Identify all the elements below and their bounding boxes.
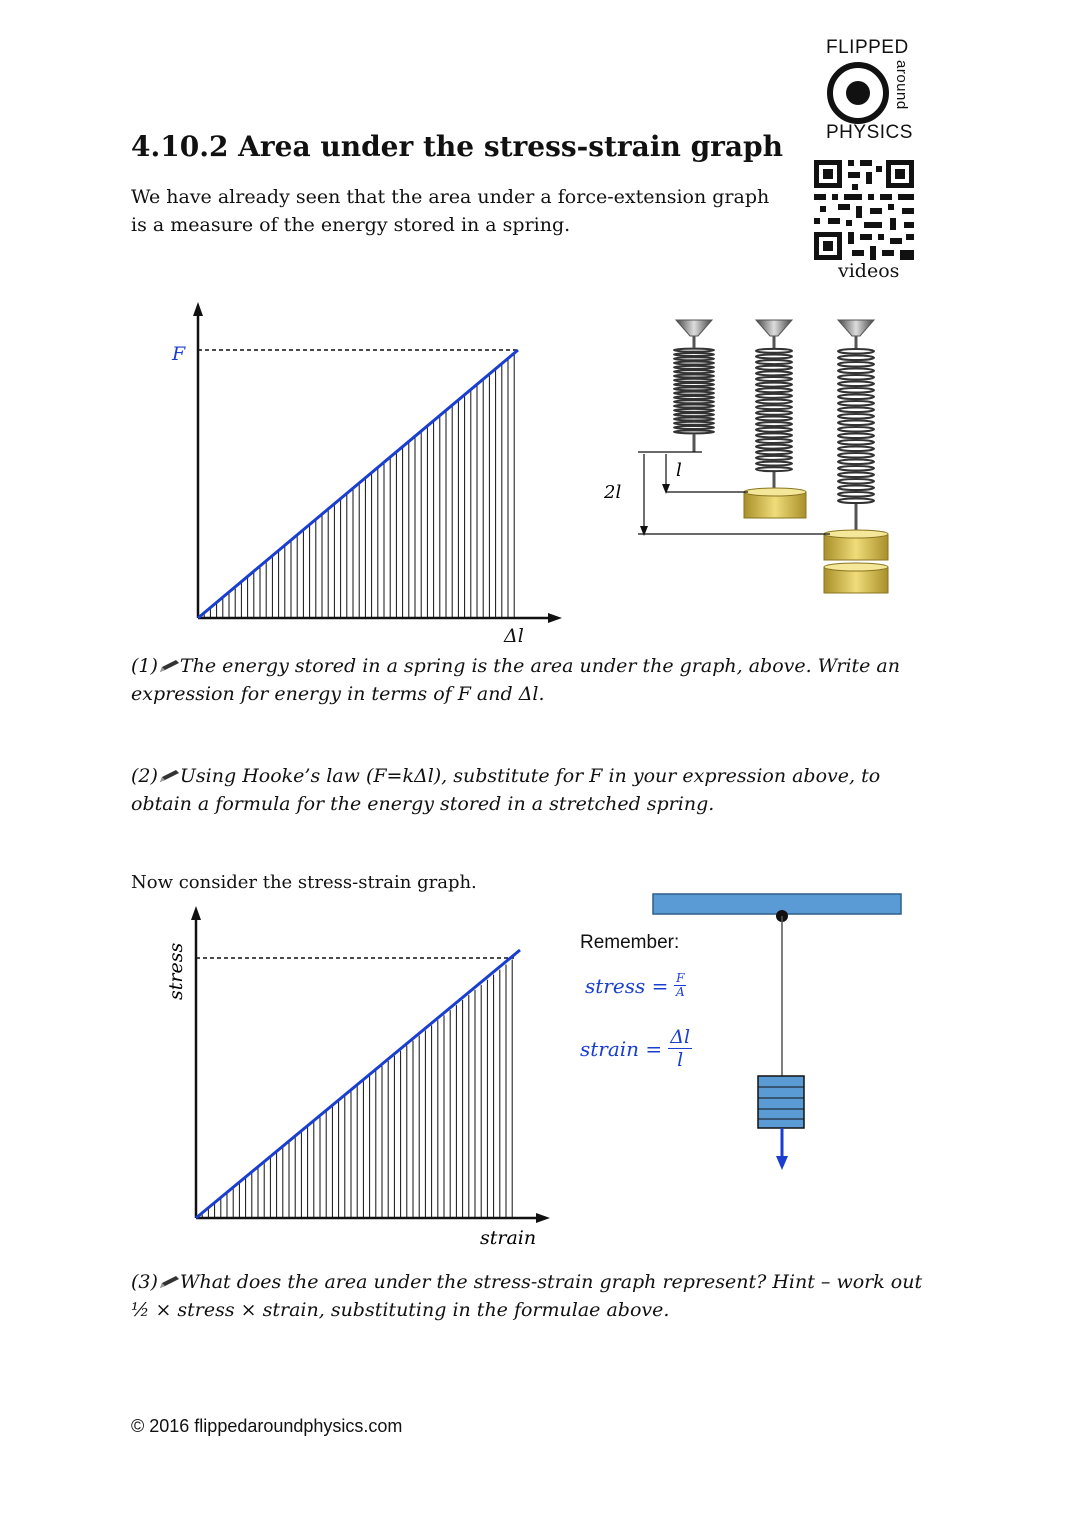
- spring-coil: [674, 405, 714, 408]
- spring-coil: [674, 379, 714, 382]
- spring-coil: [838, 355, 874, 360]
- spring-coil: [756, 371, 792, 375]
- pencil-icon: [158, 659, 180, 673]
- spring-label-2l: 2l: [604, 482, 622, 503]
- spring-coil: [756, 405, 792, 409]
- stress-formula-denominator: A: [676, 985, 685, 999]
- spring2-hook-icon: [756, 320, 792, 336]
- spring-coil: [674, 426, 714, 429]
- intro-paragraph: We have already seen that the area under a force-extension graph is a measure of the energy stored in a spring.: [131, 186, 770, 236]
- spring-coil: [838, 407, 874, 412]
- spring-coil: [838, 440, 874, 445]
- spring-coil: [674, 387, 714, 390]
- question-3-text-a: What does the area under the stress-strain graph represent? Hint – work out: [179, 1271, 923, 1293]
- spring-coil: [756, 450, 792, 454]
- question-2: [131, 762, 931, 818]
- qr-code-icon[interactable]: [812, 158, 916, 262]
- spring-coil: [756, 383, 792, 387]
- spring-coil: [838, 453, 874, 458]
- spring-coil: [674, 366, 714, 369]
- spring-coil: [838, 498, 874, 503]
- spring-coil: [674, 383, 714, 386]
- stress-formula-numerator: F: [676, 971, 685, 985]
- graph2-line: [196, 950, 520, 1218]
- pencil-icon: [158, 1275, 180, 1289]
- spring-coil: [756, 422, 792, 426]
- graph1-line: [198, 350, 518, 618]
- spring-coil: [756, 394, 792, 398]
- graph2-y-axis-arrow-icon: [191, 906, 201, 920]
- graph1-x-axis-arrow-icon: [548, 613, 562, 623]
- spring-coil: [674, 370, 714, 373]
- question-2-text: Using Hooke’s law (F=kΔl), substitute for F in your expression above, to obtain a formula for the energy stored in a stretched spring.: [131, 765, 881, 815]
- logo-bottom-text: PHYSICS: [826, 122, 913, 143]
- spring-coil: [674, 422, 714, 425]
- graph1-x-label: Δl: [504, 625, 524, 647]
- spring-coil: [756, 388, 792, 392]
- logo-side-text: around: [893, 60, 910, 110]
- pencil-icon: [158, 769, 180, 783]
- spring-coil: [674, 349, 714, 352]
- question-2-number: (2): [131, 765, 158, 787]
- spring-coil: [756, 377, 792, 381]
- spring-coil: [674, 396, 714, 399]
- spring1-hook-icon: [676, 320, 712, 336]
- spring-coil: [756, 433, 792, 437]
- strain-formula-lhs: strain =: [580, 1036, 663, 1061]
- question-1: [131, 652, 931, 708]
- spring-coil: [756, 456, 792, 460]
- spring3-hook-icon: [838, 320, 874, 336]
- spring-coil: [838, 414, 874, 419]
- spring-coil: [838, 472, 874, 477]
- stress-strain-graph: [158, 900, 558, 1250]
- strain-formula-numerator: Δl: [670, 1026, 691, 1048]
- spring-coil: [838, 446, 874, 451]
- footer-copyright: © 2016 flippedaroundphysics.com: [131, 1416, 403, 1436]
- spring-coil: [838, 394, 874, 399]
- spring-coil: [838, 420, 874, 425]
- spring-coil: [674, 413, 714, 416]
- question-3-number: (3): [131, 1271, 158, 1293]
- graph2-y-label: stress: [165, 942, 187, 1000]
- spring-coil: [838, 375, 874, 380]
- strain-formula-denominator: l: [677, 1049, 684, 1071]
- question-3-text-b: ½ × stress × strain, substituting in the formulae above.: [131, 1299, 670, 1321]
- spring-coil: [756, 416, 792, 420]
- spring-coil: [838, 362, 874, 367]
- section-title: 4.10.2 Area under the stress-strain graph: [131, 130, 783, 163]
- logo-top-text: FLIPPED: [826, 37, 909, 58]
- spring-coil: [756, 360, 792, 364]
- spring-coil: [838, 427, 874, 432]
- spring-coil: [674, 362, 714, 365]
- spring-coil: [838, 401, 874, 406]
- spring-coil: [838, 466, 874, 471]
- force-arrow-head-icon: [776, 1156, 788, 1170]
- spring-coil: [838, 479, 874, 484]
- question-3: [131, 1268, 931, 1324]
- spring-coil: [674, 353, 714, 356]
- spring-coil: [756, 411, 792, 415]
- spring-coil: [756, 445, 792, 449]
- question-1-text: The energy stored in a spring is the area under the graph, above. Write an expression for energy in terms of F and Δl.: [131, 655, 901, 705]
- graph2-x-label: strain: [480, 1227, 537, 1249]
- stress-formula-lhs: stress =: [585, 973, 669, 998]
- spring-coil: [838, 485, 874, 490]
- graph1-y-label: F: [172, 343, 186, 365]
- spring-coil: [756, 462, 792, 466]
- remember-heading: Remember:: [580, 932, 680, 953]
- spring-coil: [674, 417, 714, 420]
- logo-side-text-wrap: [890, 60, 912, 126]
- spring-label-l: l: [676, 460, 682, 481]
- force-extension-graph: [160, 298, 580, 648]
- spring-coil: [674, 392, 714, 395]
- spring-coil: [756, 428, 792, 432]
- spring-coil: [838, 459, 874, 464]
- spring-coil: [674, 409, 714, 412]
- spring-coil: [756, 366, 792, 370]
- graph2-x-axis-arrow-icon: [536, 1213, 550, 1223]
- spring-coil: [674, 357, 714, 360]
- spring-coil: [838, 349, 874, 354]
- hanging-mass: [758, 1076, 804, 1128]
- spring-coil: [838, 388, 874, 393]
- graph2-area-hatching: [202, 959, 512, 1218]
- question-1-number: (1): [131, 655, 158, 677]
- spring-coil: [756, 467, 792, 471]
- springs-diagram: [598, 312, 908, 602]
- hanging-mass-diagram: [650, 890, 910, 1180]
- spring-coil: [838, 492, 874, 497]
- spring-coil: [674, 430, 714, 433]
- spring-coil: [838, 381, 874, 386]
- spring-coil: [756, 400, 792, 404]
- spring-coil: [674, 374, 714, 377]
- spring-coil: [756, 354, 792, 358]
- spring-coil: [756, 349, 792, 353]
- qr-caption: videos: [838, 260, 900, 282]
- spring-coil: [838, 368, 874, 373]
- now-consider-text: Now consider the stress-strain graph.: [131, 872, 477, 893]
- graph1-y-axis-arrow-icon: [193, 302, 203, 316]
- spring-coil: [674, 400, 714, 403]
- spring-coil: [756, 439, 792, 443]
- spring-coil: [838, 433, 874, 438]
- ceiling-support: [653, 894, 901, 914]
